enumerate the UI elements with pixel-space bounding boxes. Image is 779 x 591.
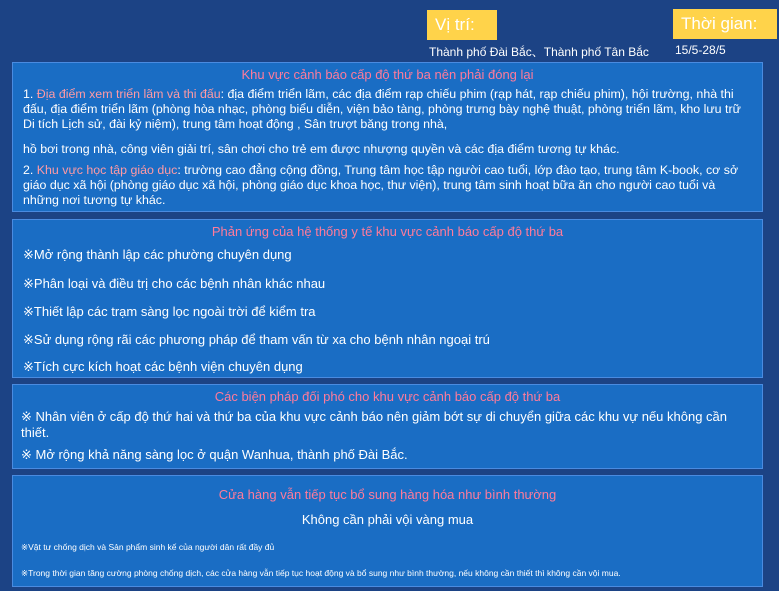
closure-section [12,62,763,212]
closure-item-1: 1. Địa điểm xem triển lãm và thi đấu: địa điểm triển lãm, các địa điểm rạp chiếu phim (rạp hát, rạp chiếu phim), hội trường, nhà thi đấu, địa điểm triển lãm (phòng hòa nhạc, phòng biểu diễn, viện bảo tàng, phòng trưng bày nghệ thuật, phòng triển lãm, kho lưu trữ Di tích Lịch sử, đài kỷ niệm), trung tâm hoạt động , Sân trượt băng trong nhà, [23,87,741,131]
location-label-box [427,10,497,40]
location-value: Thành phố Đài Bắc、Thành phố Tân Bắc [429,45,649,59]
countermeasure-item: ※ Nhân viên ở cấp độ thứ hai và thứ ba của khu vực cảnh báo nên giảm bớt sự di chuyển giữa các khu vự nếu không cần thiết. [21,409,728,440]
medical-item: ※Thiết lập các trạm sàng lọc ngoài trời để kiểm tra [23,304,316,319]
closure-section-title: Khu vực cảnh báo cấp độ thứ ba nên phải đóng lại [241,67,534,82]
store-supply-title: Cửa hàng vẫn tiếp tục bổ sung hàng hóa như bình thường [218,487,557,502]
store-supply-subtitle: Không cần phải vội vàng mua [301,512,474,527]
medical-item: ※Tích cực kích hoạt các bệnh viện chuyên dụng [23,359,303,374]
medical-response-section [12,219,763,378]
closure-item-1-continued: hồ bơi trong nhà, công viên giải trí, sân chơi cho trẻ em được nhượng quyền và các địa điểm tương tự khác. [23,142,620,156]
time-label-box [673,9,777,39]
time-label: Thời gian: [681,14,758,33]
closure-item-2-label: Khu vực học tập giáo dục [36,163,178,177]
closure-item-2-text: : trường cao đẳng cộng đồng, Trung tâm học tập người cao tuổi, lớp đào tạo, trung tâm K-book, cơ sở giáo dục xã hội (phòng giáo dục xã hội, phòng giáo dục khoa học, thư viện), trung tâm sinh hoạt bữa ăn cho người cao tuổi và những nơi tương tự khác. [23,163,739,207]
store-supply-note: ※Vật tư chống dịch và Sản phẩm sinh kế của người dân rất đầy đủ [21,542,275,552]
medical-item: ※Mở rộng thành lập các phường chuyên dụng [23,247,292,262]
medical-item: ※Sử dụng rộng rãi các phương pháp để tham vấn từ xa cho bệnh nhân ngoại trú [23,332,490,347]
medical-item: ※Phân loại và điều trị cho các bệnh nhân khác nhau [23,276,326,291]
store-supply-note: ※Trong thời gian tăng cường phòng chống dịch, các cửa hàng vẫn tiếp tục hoạt động và bổ sung như bình thường, nếu không cần thiết thì không cần vội mua. [21,568,621,578]
countermeasures-section [12,384,763,469]
countermeasure-item: ※ Mở rộng khả năng sàng lọc ở quận Wanhua, thành phố Đài Bắc. [21,447,408,462]
closure-item-1-text: : địa điểm triển lãm, các địa điểm rạp chiếu phim (rạp hát, rạp chiếu phim), hội trường, nhà thi đấu, địa điểm triển lãm (phòng hòa nhạc, phòng biểu diễn, viện bảo tàng, phòng trưng bày nghệ thuật, phòng triển lãm, kho lưu trữ Di tích Lịch sử, đài kỷ niệm), trung tâm hoạt động , Sân trượt băng trong nhà, [23,87,741,131]
closure-item-2: 2. Khu vực học tập giáo dục: trường cao đẳng cộng đồng, Trung tâm học tập người cao tuổi, lớp đào tạo, trung tâm K-book, cơ sở giáo dục xã hội (phòng giáo dục xã hội, phòng giáo dục khoa học, thư viện), trung tâm sinh hoạt bữa ăn cho người cao tuổi và những nơi tương tự khác. [23,163,739,207]
countermeasures-title: Các biện pháp đối phó cho khu vực cảnh báo cấp độ thứ ba [214,389,561,404]
closure-item-1-label: Địa điểm xem triển lãm và thi đấu [36,87,221,101]
store-supply-section [12,475,763,587]
location-label: Vị trí: [435,15,475,34]
time-value: 15/5-28/5 [675,43,726,57]
medical-response-title: Phản ứng của hệ thống y tế khu vực cảnh báo cấp độ thứ ba [211,224,564,239]
